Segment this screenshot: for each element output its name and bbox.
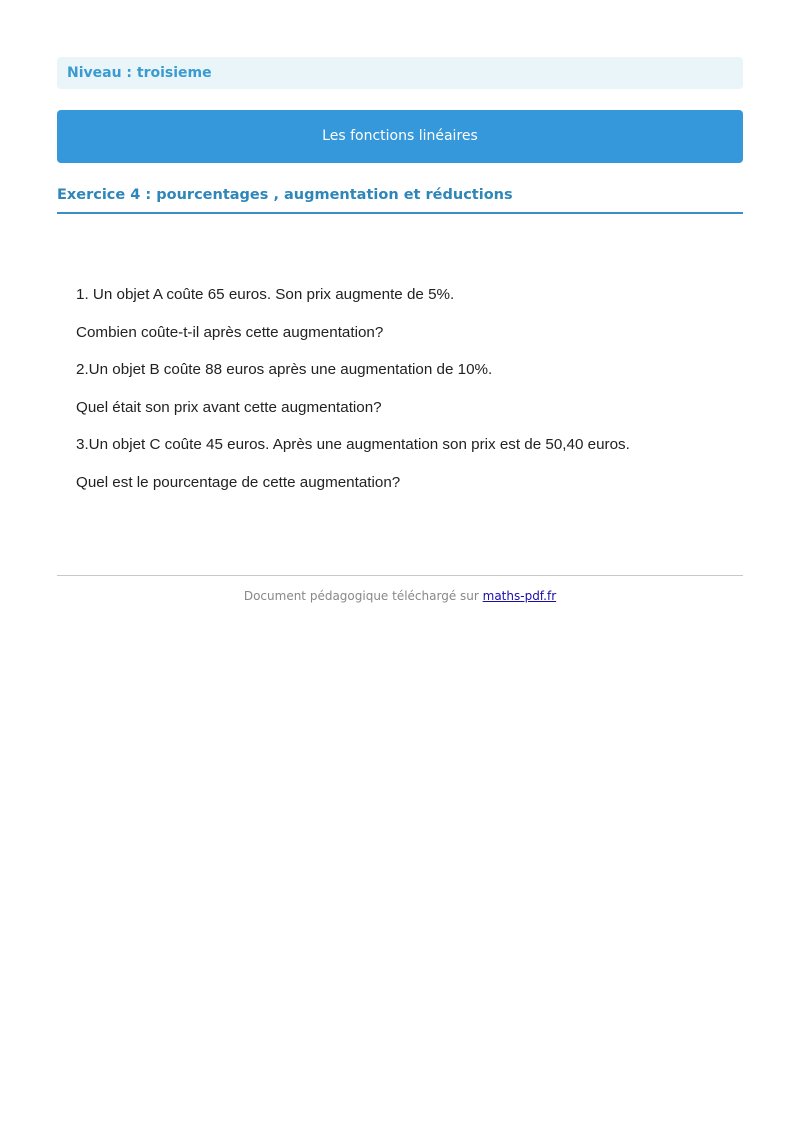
- question-3-statement: 3.Un objet C coûte 45 euros. Après une augmentation son prix est de 50,40 euros.: [76, 436, 630, 453]
- question-3-prompt: Quel est le pourcentage de cette augmentation?: [76, 473, 401, 491]
- chapter-banner: [57, 110, 743, 163]
- question-2-prompt: Quel était son prix avant cette augmentation?: [76, 398, 382, 416]
- exercise-content: [76, 283, 736, 508]
- exercise-divider: [57, 212, 743, 214]
- level-box: [57, 57, 743, 89]
- footer: [57, 588, 743, 604]
- level-label: Niveau : troisieme: [67, 65, 212, 81]
- footer-text: Document pédagogique téléchargé sur: [243, 589, 483, 603]
- exercise-title: Exercice 4 : pourcentages , augmentation et réductions: [57, 187, 513, 203]
- chapter-title: Les fonctions linéaires: [322, 128, 478, 144]
- footer-divider: [57, 575, 743, 576]
- footer-link[interactable]: maths-pdf.fr: [482, 589, 557, 603]
- question-2-statement: 2.Un objet B coûte 88 euros après une augmentation de 10%.: [76, 361, 493, 378]
- question-1-prompt: Combien coûte-t-il après cette augmentation?: [76, 323, 384, 341]
- question-1-statement: 1. Un objet A coûte 65 euros. Son prix augmente de 5%.: [76, 286, 455, 303]
